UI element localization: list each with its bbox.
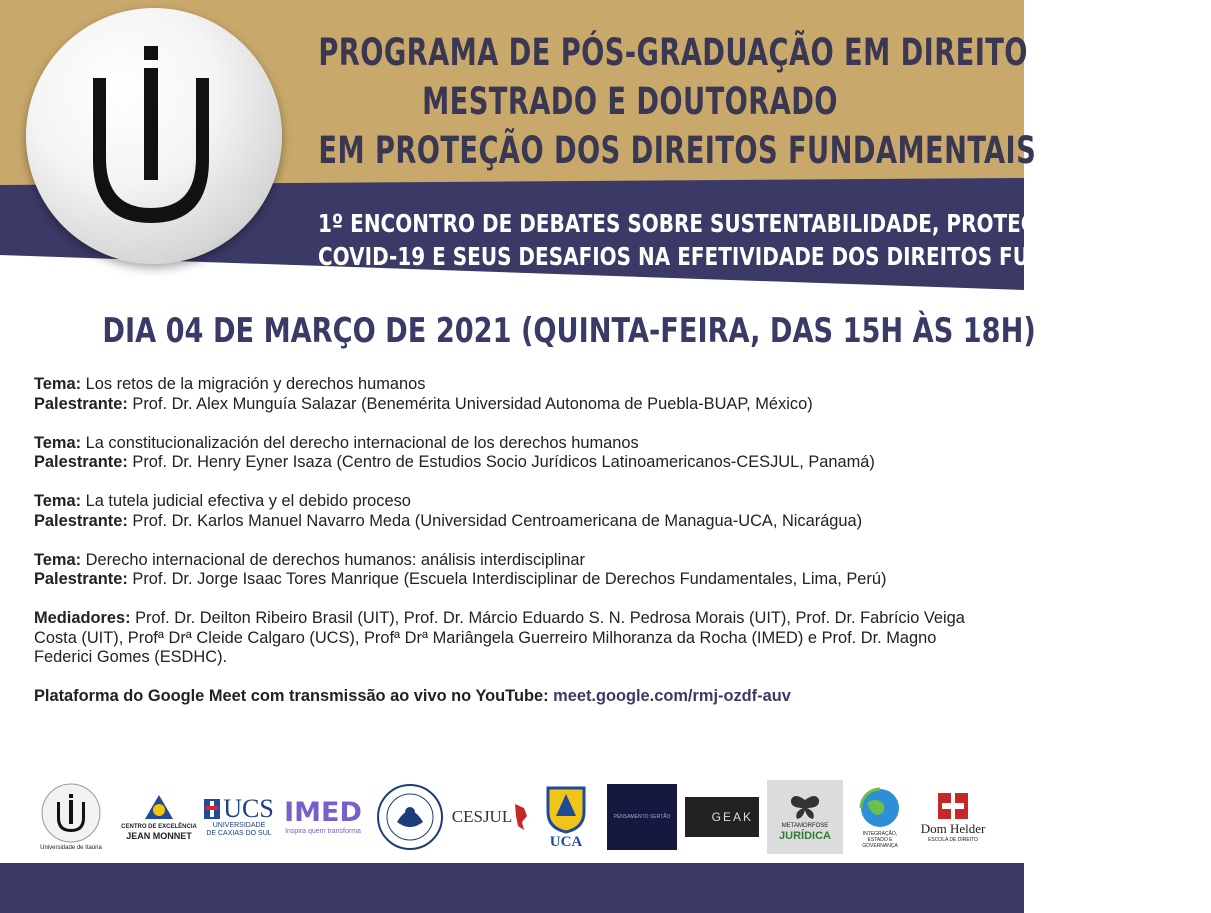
palestrante-label: Palestrante: (34, 570, 128, 588)
talk-theme: Los retos de la migración y derechos humanos (85, 375, 426, 393)
uit-logo-icon (26, 8, 282, 264)
tema-label: Tema: (34, 375, 82, 393)
ucs-label: UCS (223, 794, 274, 823)
itauna-label: Universidade de Itaúna (40, 845, 102, 851)
talk-speaker: Prof. Dr. Alex Munguía Salazar (Benemérita Universidad Autonoma de Puebla-BUAP, México) (132, 394, 813, 413)
imed-logo (278, 780, 368, 854)
cesjul-logo (452, 780, 530, 854)
integracao-logo (850, 780, 910, 854)
mediators-list: Prof. Dr. Deilton Ribeiro Brasil (UIT), Prof. Dr. Márcio Eduardo S. N. Pedrosa Morais (UIT), Prof. Dr. Fabrício Veiga Costa (UIT), Profª Drª Cleide Calgaro (UCS), Profª Drª Mariângela Guerreiro Milhoranza da Rocha (IMED) e Prof. Dr. Magno Federici Gomes (ESDHC). (34, 609, 965, 666)
map-icon (512, 802, 530, 832)
ucs-sub-2: DE CAXIAS DO SUL (206, 830, 272, 837)
meet-link[interactable]: meet.google.com/rmj-ozdf-auv (553, 687, 791, 705)
pensamento-logo (606, 780, 678, 854)
program-content (34, 375, 994, 707)
metamorfose-label-2: JURÍDICA (779, 830, 831, 842)
uca-logo (536, 780, 596, 854)
buap-seal-icon (375, 782, 445, 852)
ucs-sub-1: UNIVERSIDADE (212, 822, 266, 829)
university-logo-ball (26, 8, 282, 264)
geak-label: GEAK (711, 810, 753, 824)
talk-speaker: Prof. Dr. Henry Eyner Isaza (Centro de Estudios Socio Jurídicos Latinoamericanos-CESJUL, Panamá) (132, 453, 875, 471)
event-title-line: 1º ENCONTRO DE DEBATES SOBRE SUSTENTABILIDADE, PROTEÇÃO AMBIENTAL, (318, 209, 1211, 238)
palestrante-label: Palestrante: (34, 511, 128, 530)
cesjul-label: CESJUL (451, 807, 513, 826)
jean-monnet-logo (118, 780, 200, 854)
program-title-line: MESTRADO E DOUTORADO (422, 80, 838, 123)
jean-monnet-label-1: CENTRO DE EXCELÊNCIA (121, 823, 197, 830)
mediadores-label: Mediadores: (34, 609, 131, 627)
event-title-line: COVID-19 E SEUS DESAFIOS NA EFETIVIDADE DOS DIREITOS FUNDAMENTAIS (318, 242, 1178, 271)
event-date: DIA 04 DE MARÇO DE 2021 (QUINTA-FEIRA, DAS 15H ÀS 18H) (102, 311, 1036, 351)
talk-item (34, 492, 994, 531)
platform-text: Plataforma do Google Meet com transmissão ao vivo no YouTube: (34, 687, 549, 705)
jean-monnet-label-2: JEAN MONNET (126, 830, 192, 841)
imed-sub: Inspira quem transforma (285, 828, 361, 835)
buap-logo (374, 780, 446, 854)
metamorfose-label-1: METAMORFOSE (781, 823, 829, 829)
platform-info (34, 687, 994, 707)
metamorfose-logo (766, 780, 844, 854)
palestrante-label: Palestrante: (34, 394, 128, 413)
integracao-label-1: INTEGRAÇÃO, (862, 831, 898, 837)
talk-item (34, 551, 994, 590)
footer-bar (0, 863, 1024, 913)
tema-label: Tema: (34, 492, 82, 510)
integracao-label-2: ESTADO E (867, 837, 893, 843)
globe-icon (857, 785, 903, 831)
event-title (318, 207, 1211, 273)
itauna-seal-icon (40, 782, 102, 844)
pensamento-label: PENSAMENTO SERTÃO (613, 814, 671, 820)
talk-theme: Derecho internacional de derechos humanos: análisis interdisciplinar (85, 550, 585, 569)
talk-speaker: Prof. Dr. Jorge Isaac Tores Manrique (Escuela Interdisciplinar de Derechos Fundamentales, Lima, Perú) (132, 570, 887, 588)
geak-logo (684, 780, 760, 854)
talk-item (34, 434, 994, 473)
tema-label: Tema: (34, 550, 82, 569)
tema-label: Tema: (34, 433, 82, 452)
dom-helder-logo (914, 780, 992, 854)
ucs-logo (204, 780, 274, 854)
butterfly-icon (788, 792, 822, 822)
program-title-line: PROGRAMA DE PÓS-GRADUAÇÃO EM DIREITO (318, 31, 1028, 74)
ucs-shield-icon (204, 799, 220, 819)
dom-helder-label: Dom Helder (920, 820, 986, 836)
integracao-label-3: GOVERNANÇA (862, 843, 898, 849)
eu-stars-icon (139, 793, 179, 823)
talk-theme: La tutela judicial efectiva y el debido proceso (85, 492, 411, 510)
palestrante-label: Palestrante: (34, 453, 128, 471)
dom-helder-mark-icon (936, 791, 970, 821)
talk-item (34, 375, 994, 414)
talk-theme: La constitucionalización del derecho internacional de los derechos humanos (85, 433, 639, 452)
dom-helder-sub: ESCOLA DE DIREITO (928, 836, 978, 843)
partner-logos (0, 780, 1024, 860)
program-title (318, 28, 1037, 175)
uca-label: UCA (549, 834, 583, 850)
program-title-line: EM PROTEÇÃO DOS DIREITOS FUNDAMENTAIS (318, 129, 1037, 172)
mediators (34, 609, 994, 668)
itauna-logo (36, 780, 106, 854)
uca-shield-icon (544, 784, 588, 834)
talk-speaker: Prof. Dr. Karlos Manuel Navarro Meda (Universidad Centroamericana de Managua-UCA, Nicarágua) (132, 511, 863, 530)
imed-label: IMED (284, 797, 362, 828)
